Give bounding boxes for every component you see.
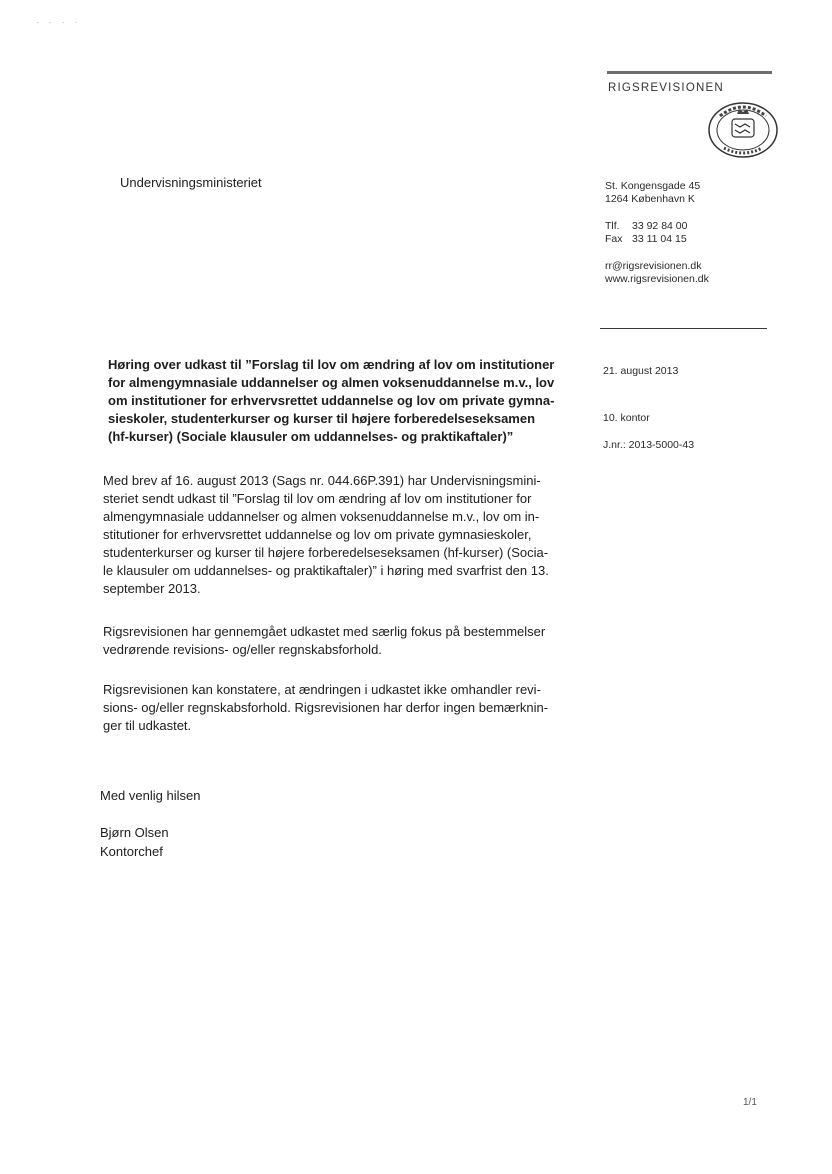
text-line: vedrørende revisions- og/eller regnskabsforhold. <box>103 642 382 657</box>
paragraph-2 <box>103 623 573 659</box>
text-line: studenterkurser og kurser til højere forberedelseseksamen (hf-kurser) (Socia- <box>103 545 549 560</box>
text-line: steriet sendt udkast til ”Forslag til lov om ændring af lov om institutioner for <box>103 491 532 506</box>
letterhead-rule <box>607 71 772 74</box>
text-line: Rigsrevisionen har gennemgået udkastet med særlig fokus på bestemmelser <box>103 624 546 639</box>
subject-line: for almengymnasiale uddannelser og almen voksenuddannelse m.v., lov <box>108 375 555 390</box>
paragraph-1 <box>103 472 573 598</box>
organization-name: RIGSREVISIONEN <box>608 82 724 94</box>
text-line: Med brev af 16. august 2013 (Sags nr. 044.66P.391) har Undervisningsmini- <box>103 473 541 488</box>
paragraph-3 <box>103 681 573 735</box>
email-link[interactable]: rr@rigsrevisionen.dk <box>605 260 702 272</box>
subject-line: (hf-kurser) (Sociale klausuler om uddannelses- og praktikaftaler)” <box>108 429 514 444</box>
contact-numbers <box>605 220 687 246</box>
journal-number: J.nr.: 2013-5000-43 <box>603 439 695 451</box>
fax-number: 33 11 04 15 <box>632 233 687 245</box>
office: 10. kontor <box>603 412 650 424</box>
signatory-title: Kontorchef <box>100 844 163 859</box>
sender-address <box>605 180 700 206</box>
text-line: sions- og/eller regnskabsforhold. Rigsrevisionen har derfor ingen bemærknin- <box>103 700 549 715</box>
subject-line: Høring over udkast til ”Forslag til lov om ændring af lov om institutioner <box>108 357 555 372</box>
letter-subject <box>108 356 578 446</box>
text-line: almengymnasiale uddannelser og almen voksenuddannelse m.v., lov om in- <box>103 509 540 524</box>
text-line: le klausuler om uddannelses- og praktikaftaler)” i høring med svarfrist den 13. <box>103 563 549 578</box>
subject-line: om institutioner for erhvervsrettet uddannelse og lov om private gymna- <box>108 393 555 408</box>
scan-artifact: · · · · <box>36 18 82 27</box>
recipient: Undervisningsministeriet <box>120 175 262 190</box>
signatory-name: Bjørn Olsen <box>100 825 169 840</box>
folketinget-seal-icon <box>706 100 781 160</box>
text-line: september 2013. <box>103 581 201 596</box>
subject-line: sieskoler, studenterkurser og kurser til højere forberedelseseksamen <box>108 411 536 426</box>
phone-label: Tlf. <box>605 220 620 232</box>
street: St. Kongensgade 45 <box>605 180 701 192</box>
text-line: stitutioner for erhvervsrettet uddannelse og lov om private gymnasieskoler, <box>103 527 532 542</box>
website-link[interactable]: www.rigsrevisionen.dk <box>605 273 709 285</box>
contact-online <box>605 260 709 286</box>
text-line: ger til udkastet. <box>103 718 192 733</box>
letter-date: 21. august 2013 <box>603 365 679 377</box>
fax-label: Fax <box>605 233 623 245</box>
city: 1264 København K <box>605 193 695 205</box>
phone-number: 33 92 84 00 <box>632 220 688 232</box>
page-number: 1/1 <box>743 1097 757 1108</box>
address-separator <box>600 328 767 329</box>
greeting: Med venlig hilsen <box>100 788 201 803</box>
text-line: Rigsrevisionen kan konstatere, at ændringen i udkastet ikke omhandler revi- <box>103 682 541 697</box>
